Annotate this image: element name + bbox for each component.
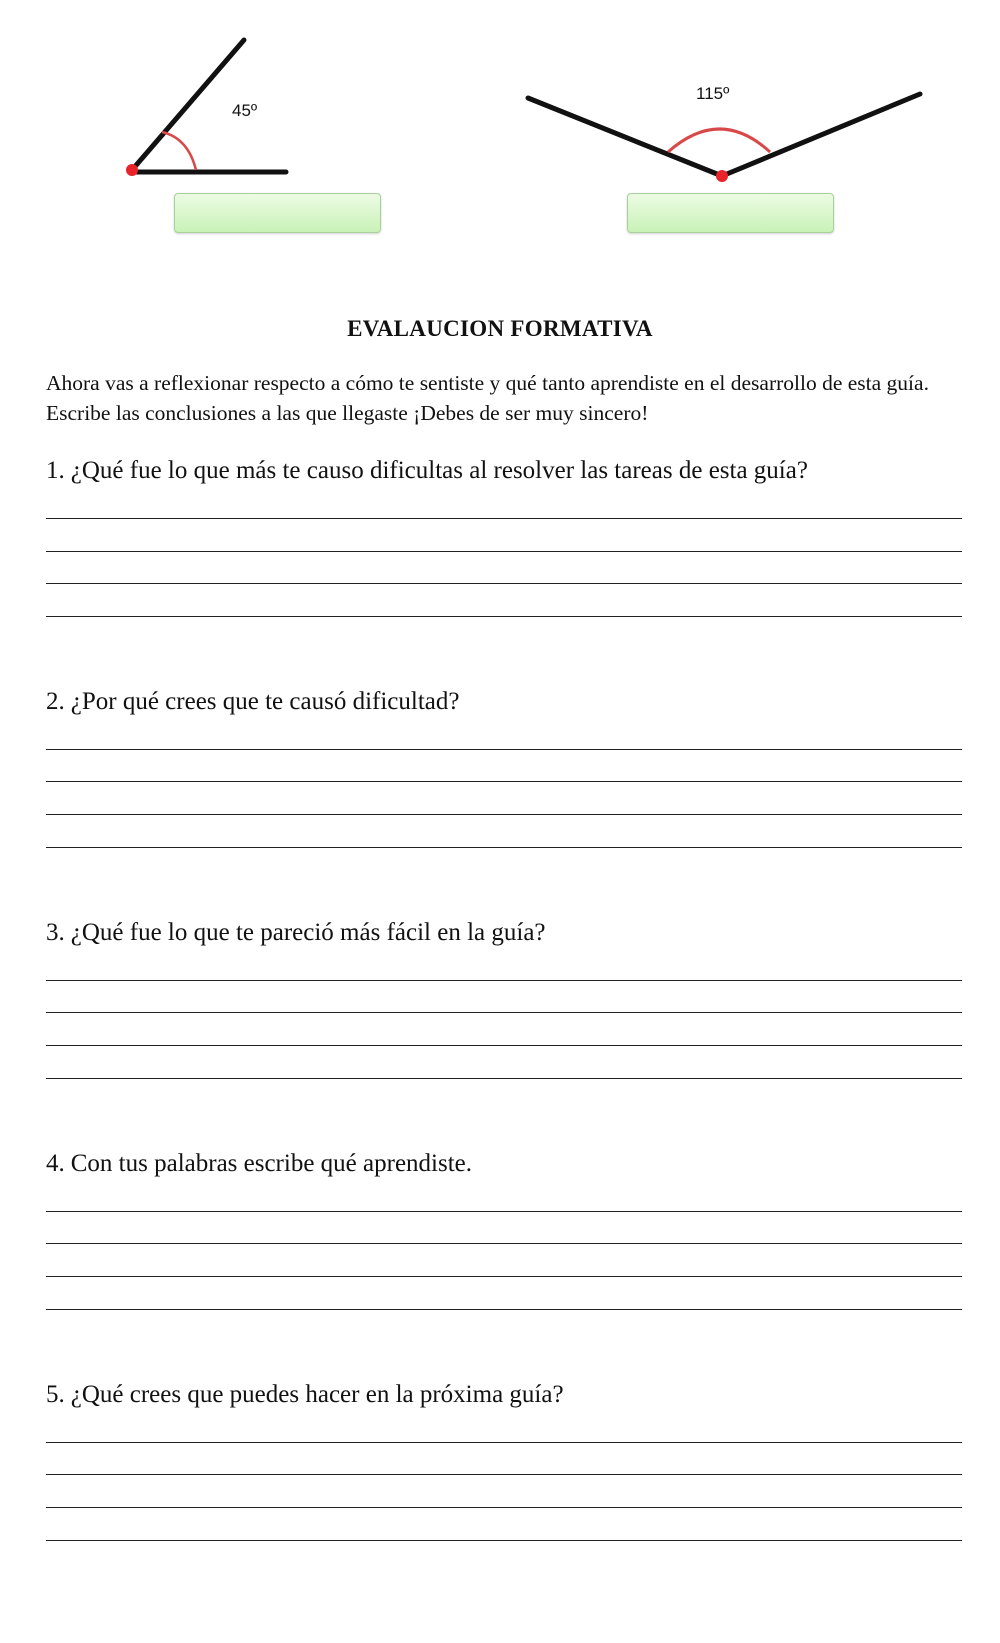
answer-line[interactable]: [46, 1442, 962, 1443]
answer-line[interactable]: [46, 1211, 962, 1212]
answer-line[interactable]: [46, 1309, 962, 1310]
answer-line[interactable]: [46, 749, 962, 750]
answer-box-right[interactable]: [627, 193, 834, 233]
question-text: ¿Qué fue lo que más te causo dificultas al resolver las tareas de esta guía?: [70, 457, 808, 484]
question-number: 5.: [46, 1381, 65, 1408]
question-text: ¿Qué crees que puedes hacer en la próxima guía?: [70, 1381, 564, 1408]
question-number: 4.: [46, 1150, 65, 1177]
answer-line[interactable]: [46, 781, 962, 782]
answer-line[interactable]: [46, 1012, 962, 1013]
angle-right-ray-right: [722, 94, 920, 176]
question-3: [46, 919, 966, 947]
answer-line[interactable]: [46, 1507, 962, 1508]
answer-line[interactable]: [46, 1474, 962, 1475]
answer-line[interactable]: [46, 1540, 962, 1541]
question-1: [46, 457, 966, 485]
question-text: ¿Qué fue lo que te pareció más fácil en la guía?: [70, 919, 546, 946]
intro-paragraph: Ahora vas a reflexionar respecto a cómo te sentiste y qué tanto aprendiste en el desarrollo de esta guía. Escribe las conclusiones a las que llegaste ¡Debes de ser muy sincero!: [46, 371, 929, 425]
question-number: 2.: [46, 688, 65, 715]
answer-line[interactable]: [46, 1045, 962, 1046]
angle-left-label: 45º: [232, 101, 258, 120]
answer-line[interactable]: [46, 847, 962, 848]
angle-right-arc: [668, 129, 770, 152]
answer-line[interactable]: [46, 1276, 962, 1277]
angle-right-label: 115º: [696, 84, 730, 103]
answer-line[interactable]: [46, 616, 962, 617]
answer-line[interactable]: [46, 518, 962, 519]
page-title: EVALAUCION FORMATIVA: [347, 316, 653, 341]
answer-line[interactable]: [46, 814, 962, 815]
question-5: [46, 1381, 966, 1409]
angle-right-vertex: [716, 170, 728, 182]
question-4: [46, 1150, 966, 1178]
question-number: 3.: [46, 919, 65, 946]
question-text: Con tus palabras escribe qué aprendiste.: [70, 1150, 473, 1177]
angle-left-arc: [162, 132, 196, 170]
answer-box-left[interactable]: [174, 193, 381, 233]
answer-line[interactable]: [46, 551, 962, 552]
angle-left-vertex: [126, 164, 138, 176]
angles-svg: [0, 0, 1000, 260]
angle-right-ray-left: [528, 98, 722, 176]
question-text: ¿Por qué crees que te causó dificultad?: [70, 688, 460, 715]
answer-line[interactable]: [46, 1078, 962, 1079]
answer-line[interactable]: [46, 583, 962, 584]
answer-line[interactable]: [46, 980, 962, 981]
question-number: 1.: [46, 457, 65, 484]
answer-line[interactable]: [46, 1243, 962, 1244]
question-2: [46, 688, 966, 716]
angle-diagrams: [0, 0, 1000, 260]
